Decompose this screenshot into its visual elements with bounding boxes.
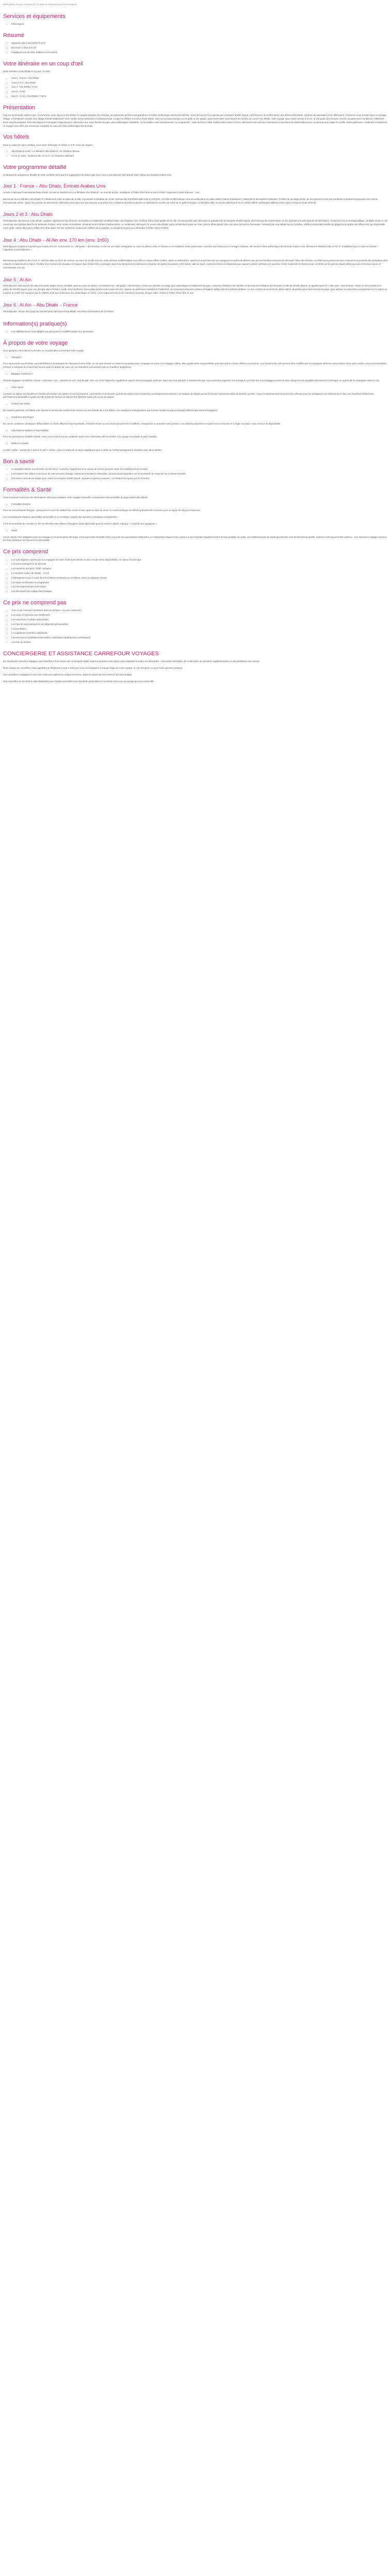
list-item: • Les frais de dossier (11, 641, 388, 645)
day-paragraph: Arrivée à l'aéroport international d'Abu Dhabi. Accueil et transfert vers Le Méridien Abu Dhabi 4*, au nord de la ville. Installation à l'hôtel, dîner libre et nuit à l'hôtel. Logement et petit-déjeuner : nuit. (3, 191, 200, 194)
list-item: • S'appliquer par de votre tradition et innovation (11, 51, 388, 55)
day-title: Jour 6 : Al Ain – Abu Dhabi – France (3, 302, 78, 308)
formalities-lead: Vous trouverez ci-dessous les informations utiles pour préparer votre voyage et prendre connaissance des actualités du pays avant votre départ. (3, 496, 148, 499)
list-item: • Les vols réguliers, opérés par la compagnie de votre choix (vols directs ou avec escale selon disponibilité), en classe économique (11, 558, 388, 562)
resume-title: Résumé (3, 32, 24, 39)
goodtoknow-list (3, 468, 388, 480)
day-paragraph: Petit-déjeuner. Bienvenue à Abu Dhabi, capitale majestueuse des Émirats, où tradition et modernité cohabitent avec une élégance rare. Profitez d'une visite guidée de la ville, incontournable pour découvrir la grandeur de la mosquée Sheikh Zayed, chef-d'œuvre de marbre blanc et d'or pouvant accueillir plus de 40 000 fidèles. Continuez vers le Heritage Village, véritable musée à ciel ouvert qui vous plonge dans la vie bédouine d'antan, entre souks reconstitués, artisanat local et tentes traditionnelles. Le lendemain, découvrez le Louvre Abu Dhabi, joyau architectural posé sur l'eau, dont le dôme ajouré crée une pluie de lumière fascinante. Terminez par une balade sur la Corniche, célèbre promenade bordée de plages et de gratte-ciel offrant une vue imprenable sur le golfe. Soirée libre pour profiter d'un dîner dans l'un des nombreux restaurants raffinés de la capitale, ou simplement pour vous détendre à l'hôtel. Nuits à l'hôtel. (3, 219, 388, 229)
hotels-lead: Dans le cadre de votre combiné, vous serez hébergés en hôtels 4* et 5* selon les étapes : (3, 143, 94, 146)
includes-title: Ce prix comprend (3, 549, 48, 555)
health-text: Aucun vaccin n'est obligatoire pour les voyageurs en provenance d'Europe. Il est cependant conseillé d'être à jour de ses vaccinations habituelles. Le climat étant chaud et sec, pensez à vous hydrater régulièrement et à vous protéger du soleil. Les établissements de santé aux Émirats sont de très bonne qualité, mais les soins peuvent être onéreux ; une assurance voyage couvrant les frais médicaux est vivement recommandée. (3, 535, 387, 542)
concierge-paragraph: Vos conseillers s'engagent à vous faire vivre une expérience unique et sereine, dans le respect de vos envies et de votre budget. (3, 673, 133, 676)
about-label: • Transport : (11, 356, 388, 360)
day-block (3, 238, 388, 270)
about-list (3, 402, 388, 406)
about-label: • Bagages • spécieux • (11, 372, 388, 376)
list-item: • Les documents de voyage électroniques (11, 590, 388, 594)
about-text: Certains bagages considérés comme « spécieux » (ex. : planche de surf, club de golf, vélo, etc.) font l'objet d'un supplément auprès de la compagnie aérienne. Merci de nous prévenir à l'avance afin que nous puissions organiser leur transport. Les frais liés à ces bagages restent à votre charge et sont payables directement à l'aéroport ou auprès de la compagnie selon le cas. (3, 379, 380, 382)
about-text: De manière générale, les hôtels sont classés en termes de confort et de service sur une échelle de 1 à 5 étoiles. Les catégories correspondent aux normes locales du pays et peuvent différer des normes françaises. (3, 409, 218, 412)
about-list (3, 442, 388, 446)
about-list (3, 386, 388, 389)
list-item: • Le supplément chambre individuelle (11, 632, 388, 635)
hotels-list (3, 150, 388, 158)
list-item: • Découvrir 4 lieux d'Al Ain (11, 46, 388, 50)
info-title: Information(s) pratique(s) (3, 320, 67, 327)
list-item: • Les repas mentionnés au programme (11, 581, 388, 585)
list-item: • Les assurances facultatives (annulation, assistance rapatriement, multirisques) (11, 636, 388, 640)
page (0, 0, 391, 702)
about-text: La durée du séjour est calculée en fonction du nombre de nuitées et non de journées. La première et la dernière journée de séjour sont consacrées au transport international. Les horaires de départ peuvent écourter la première et/ou la dernière journée. Aucun remboursement ne pourra être effectué pour les prestations non utilisées de ce fait. Les chambres d'hôtel sont généralement disponibles à partir de 15h le jour de l'arrivée et doivent être libérées avant 12h le jour du départ. (3, 392, 374, 399)
program-title: Votre programme détaillé (3, 164, 67, 171)
formalities-list (3, 503, 388, 506)
list-item: • Le transfert routier Abu Dhabi – Al Ain (11, 572, 388, 575)
concierge-paragraph: Nos conseillers se tiennent à votre disposition pour étudier ensemble toute demande particulière et construire avec vous le voyage qui vous ressemble. (3, 680, 155, 683)
about-list (3, 372, 388, 376)
list-item: • Conciergerie (11, 23, 388, 26)
day-block (3, 277, 388, 295)
list-item: • Les frais de visa éventuels et les dépenses personnelles (11, 623, 388, 626)
hotels-title: Vos hôtels (3, 134, 29, 141)
about-text: En cas de conditions climatiques défavorables ou d'une affluence trop importante, certaines visites ou excursions peuvent être modifiées, remplacées ou annulées sans préavis. Les activités proposées en option sont à réserver et à régler sur place, sous réserve de disponibilité. (3, 422, 281, 425)
about-title: À propos de votre voyage (3, 340, 68, 346)
formalities-text: Pour les ressortissants français : passeport en cours de validité d'au moins 6 mois après la date de retour. Le visa touristique est délivré gratuitement à l'arrivée pour un séjour de 30 jours maximum. (3, 509, 201, 512)
list-item: • Al Ain (2 nuits) : Radisson Blu Al Ain 4*, en Chambre Standard (11, 155, 388, 158)
list-item: • Les transferts aéroport / hôtel / aéroport (11, 567, 388, 571)
about-lead: Voici quelques informations à prendre en considération concernant votre voyage. (3, 349, 85, 352)
day-title: Jour 4 : Abu Dhabi – Al Ain env. 170 km (env. 1h50) (3, 237, 109, 243)
excludes-list (3, 609, 388, 645)
day-paragraph: Petit-déjeuner matinal et transfert pour l'oasis d'Al Ain. Surnommée la « cité-jardin » des Émirats, Al Ain est une oasis verdoyante au cœur du désert, riche en histoire et en traditions. Entre palmeraies, marchés aux chameaux et vestiges culturels, elle incarne l'âme authentique des Émirats Arabes Unis. Direction le Radisson Blu Al Ain 4*. Installation pour 2 nuits en formule « Logement et petit-déjeuner ». (3, 245, 379, 251)
about-text: Le tarif « bébé » (moins de 2 ans) et le tarif « enfant » (de 2 à moins de 12 ans) s'appliquent pour le bébé ou l'enfant partageant la chambre avec deux adultes. (3, 449, 162, 451)
list-item: • Les excursions et visites optionnelles (11, 618, 388, 622)
formalities-text: Il est recommandé de consulter le site du Ministère des Affaires étrangères (www.diplomatie.gouv.fr) avant le départ, rubrique « Conseils aux voyageurs ». (3, 522, 158, 525)
list-item: • Les repas et boissons non mentionnés (11, 614, 388, 617)
health-label: • Santé (11, 529, 388, 533)
list-item: • L'hébergement pour 5 nuits dans les hôtels mentionnés ou similaires, selon la catégorie choisie (11, 577, 388, 580)
list-item: • La conciergerie durant votre séjour (11, 585, 388, 589)
list-item: • Les taxes d'aéroport et de sécurité (11, 563, 388, 566)
about-label: • Votre séjour (11, 386, 388, 389)
list-item: • Les horaires des visites et des lieux de culte peuvent changer, notamment pendant le Ramadan, période durant laquelle il est recommandé de respecter les coutumes locales. (11, 472, 388, 476)
formalities-title: Formalités & Santé (3, 486, 52, 493)
itinerary-title: Votre itinéraire en un coup d'œil (3, 60, 83, 67)
presentation-title: Présentation (3, 104, 35, 111)
list-item: • Jour 5 : Al Ain (11, 90, 388, 94)
day-block (3, 183, 388, 205)
goodtoknow-title: Bon à savoir (3, 458, 35, 465)
health-list (3, 529, 388, 533)
about-list (3, 416, 388, 419)
list-item: • Jour 1 : France / Abu Dhabi (11, 77, 388, 80)
day-title: Jour 1 : France – Abu Dhabi, Émirats Arabes Unis (3, 183, 106, 189)
day-paragraph: Bienvenue au Radisson Blu Al Ain 4* ! Nichée dans un écrin de verdure, au cœur de la ville d'Al Ain, cette adresse emblématique vous offre un séjour alliant confort, calme et authenticité. Appréciez aussi bien par ses voyageurs en quête de détente que par les familles curieuses de découvrir l'âme des Émirats, cet hôtel vous permet de vous ressourcer à proximité des principaux sites culturels et naturels de la région. Profitez d'un moment de relaxation à l'espace Spa et bien-être ou plongez dans l'une des piscines extérieures entourées de jardins luxuriants. Côté loisirs, salle de sport, courts de tennis et restaurants aux saveurs variées rythment vos journées. Entre modernité et charme local, cet hôtel est le point de départ idéal pour une immersion douce et enrichissante à Al Ain. (3, 259, 388, 269)
day-paragraph: Petit-déjeuner. Temps libre jusqu'au transfert pour l'aéroport d'Abu Dhabi. Vol retour à destination de la France. (3, 310, 115, 313)
about-list (3, 356, 388, 360)
formalities-text: Les ressortissants d'autres nationalités sont invités à se renseigner auprès des autorités consulaires compétentes. (3, 516, 118, 519)
list-item: • Jour 4 : Abu Dhabi / Al Ain (11, 86, 388, 89)
services-title: Services et équipements (3, 13, 66, 20)
list-item: • Tout ce qui n'est pas mentionné dans la rubrique « Ce prix comprend » (11, 609, 388, 613)
about-list (3, 429, 388, 433)
includes-list (3, 558, 388, 594)
list-item: • Séjourner dans des hôtels 4* et 5* (11, 42, 388, 45)
list-item: • Formalités d'entrée (11, 503, 388, 506)
about-label: • Conditions spécifiques (11, 416, 388, 419)
list-item: • Les établissements sont adaptés aux personnes à mobilité réduite (sur demande). (11, 330, 388, 334)
list-item: • Le standard hôtelier aux Émirats est très élevé ; toutefois, l'apparence et le niveau de service peuvent varier d'un établissement à l'autre. (11, 468, 388, 471)
resume-list (3, 42, 388, 54)
day-title: Jour 5 : Al Ain (3, 277, 32, 282)
list-item: • Une tenue correcte est exigée pour visiter la mosquée Sheikh Zayed : épaules et genoux couverts ; un foulard est requis pour les femmes. (11, 477, 388, 481)
program-lead: Ci-dessous le programme détaillé de votre combiné ainsi que les suggestions de visites que nous vous conseillons de faire durant votre séjour aux Émirats Arabes Unis. (3, 174, 172, 177)
concierge-title: CONCIERGERIE ET ASSISTANCE CARREFOUR VOYAGES (3, 650, 159, 657)
itinerary-lead: Votre itinéraire à Abu Dhabi en 6 jours / 5 nuits : (3, 70, 51, 73)
list-item: • Jours 2 et 3 : Abu Dhabi (11, 81, 388, 85)
list-item: • Les pourboires (11, 628, 388, 631)
concierge-paragraph: En choisissant Carrefour Voyages, vous bénéficiez d'un service de conciergerie dédié, avant et pendant votre séjour, pour répondre à toutes vos demandes : réservation d'activités, de restaurants, de transferts supplémentaires ou de prestations sur mesure. (3, 660, 260, 663)
services-list (3, 23, 388, 26)
itinerary-list (3, 77, 388, 98)
about-text: Pour vous rendre aux Émirats, vous bénéficierez du transport de l'aéroport à votre hôtel. Le vol sera réservé en classe économique avec 1 bagage en soute et un bagage cabine. Des suppléments sont possibles pour des vols en classe affaires ou premium. Les horaires des vols peuvent être modifiés par la compagnie aérienne sans préavis. Pour votre confort, nous recommandons d'arriver à l'aéroport au moins trois heures avant le départ de votre vol. Les transferts sont assurés par un chauffeur anglophone. (3, 362, 387, 369)
concierge-paragraph: Notre équipe de conseillers reste joignable par téléphone ou par e-mail pour vous accompagner à chaque étape de votre voyage, en cas d'imprévu ou pour toute question pratique. (3, 666, 183, 669)
excludes-title: Ce prix ne comprend pas (3, 600, 67, 606)
day-block (3, 212, 388, 230)
about-label: • Contact des hôtels (11, 402, 388, 406)
presentation-text: Cap sur les Émirats Arabes Unis ! Commencez votre séjour à Abu Dhabi, la capitale élégante des Émirats, au patrimoine architectural grandiose et culture authentique intimement ancrée. Vous découvrirez la majestueuse mosquée Sheikh Zayed, chef-d'œuvre de marbre blanc aux dômes étincelants, symbole de spiritualité et de raffinement. Promenez-vous ensuite dans le Heritage Village, reconstitution vivante d'un village émirati traditionnel, entre souks, tentes bédouines et artisanat local. Longez la célèbre Corniche d'Abu Dhabi, avec sa vue panoramique sur le golfe et ses plages, puis émerveillez-vous devant les trésors du Louvre Abu Dhabi. Votre voyage vous mène ensuite à Al Ain, la cité-jardin des Émirats, inscrite au patrimoine mondial de l'UNESCO. Entre oasis luxuriantes, forts historiques et montagnes majestueuses, découvrez une autre facette du pays, plus authentique et paisible, où la tradition reste omniprésente. Au programme : visite du fort Al Jahili, balade dans l'oasis d'Al Ain, découverte du souk aux chameaux et ascension du Jebel Hafeet pour un panorama à couper le souffle. Entre patrimoine, modernité et traditions, ce voyage vous offre une immersion complète au cœur de l'âme authentique des Émirats. (3, 114, 388, 127)
list-item: • Jour 6 : Al Ain / Abu Dhabi / France (11, 95, 388, 98)
intro-text: Description Ce prix comprend / Ce prix ne comprend pas Conciergerie (3, 3, 77, 6)
about-text: Pour les personnes à mobilité réduite, nous vous invitons à nous contacter avant votre réservation afin de vérifier si le voyage est adapté à votre situation. (3, 435, 157, 438)
about-label: • Informations relatives à l'accessibilité (11, 429, 388, 433)
about-label: • Bébés et enfants (11, 442, 388, 446)
day-title: Jours 2 et 3 : Abu Dhabi (3, 212, 53, 217)
info-list (3, 330, 388, 334)
day-block (3, 302, 388, 314)
day-paragraph: Bienvenue au Le Méridien Abu Dhabi 4* ! Idéalement situé au cœur de la ville, à proximité immédiate du centre commercial Abu Dhabi Mall et de la Corniche, cet hôtel emblématique vous accueille dans un cadre alliant charme traditionnel, modernité et atmosphère balnéaire. Profitez de sa plage privée, de ses piscines et de ses nombreux restaurants proposant une cuisine internationale variée. Après une journée de découverte, détendez-vous dans son spa luxueux ou profitez d'un cocktail au bord de la piscine en admirant le coucher de soleil sur le golfe Persique. Le Méridien offre un service attentionné et un confort raffiné, parfait pour débuter votre séjour émirati en toute sérénité. (3, 197, 378, 204)
list-item: • Abu Dhabi (3 nuits) : Le Méridien Abu Dhabi 4*, en Chambre Deluxe (11, 150, 388, 154)
day-paragraph: Petit-déjeuner. Découverte de cette étonnante étape, Al Ain, véritable oasis au cœur du désert. Surnommée la « cité-jardin » des Émirats, Al Ain vous dévoile un visage plus authentique et traditionnel du pays. Ancienne résidence des familles et berceau du fondateur des Émirats, la ville de Cheikh Zayed, on appelle aussi la « ville verte » des Émirats. Visitez le fort Al Jahili ou le palais de Sheikh Zayed, pour une plongée dans l'histoire royale. Vous profiterez d'une plage privée et de l'oasis d'Al Ain, classée au patrimoine mondial de l'UNESCO, où serpentent d'anciens canaux d'irrigation (aflaj) entre les palmiers-dattiers. Le soir, montez au sommet du Jebel Hafeet, deuxième plus haut sommet du pays, pour admirer un panorama exceptionnel sur la région au coucher du soleil. Ne manquez pas le célèbre souk aux chameaux, lieu authentique et coloré, où se négocient encore de nombreux animaux chaque matin. Retour à l'hôtel. Dîner libre et nuit. (3, 284, 387, 295)
